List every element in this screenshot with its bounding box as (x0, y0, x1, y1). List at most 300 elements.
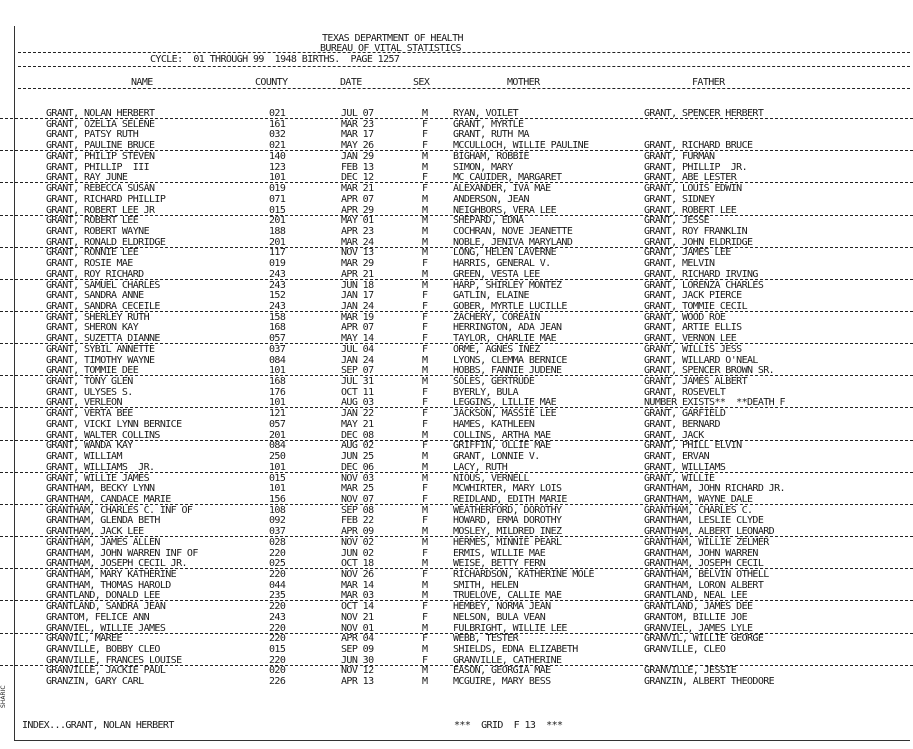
record-father: GRANVIEL, JAMES LYLE (644, 622, 753, 634)
record-date: MAR 23 (341, 118, 374, 130)
record-father: GRANT, ERVAN (644, 451, 710, 462)
record-mother: ALEXANDER, IVA MAE (453, 183, 551, 194)
record-father: GRANT, ROSEVELT (644, 386, 726, 398)
record-date: AUG 03 (341, 397, 374, 409)
column-header-date: DATE (340, 77, 362, 88)
table-row (0, 665, 913, 676)
record-name: GRANT, ROBERT LEE JR (46, 204, 155, 216)
index-footer: INDEX...GRANT, NOLAN HERBERT (22, 720, 174, 731)
record-county: 101 (269, 397, 286, 409)
record-date: APR 09 (341, 526, 374, 538)
record-sex: M (422, 622, 428, 634)
record-date: MAR 25 (341, 483, 374, 495)
record-date: JAN 22 (341, 408, 374, 420)
record-date: JUL 31 (341, 376, 374, 387)
record-sex: M (422, 225, 428, 237)
record-father: GRANTHAM, ALBERT LEONARD (644, 526, 775, 538)
record-name: GRANT, SANDRA CECEILE (46, 301, 160, 312)
table-row (0, 258, 913, 269)
record-sex: M (422, 472, 428, 484)
record-county: 019 (269, 183, 286, 194)
record-sex: M (422, 365, 428, 377)
record-sex: M (422, 376, 428, 387)
record-name: GRANT, SANDRA ANNE (46, 290, 144, 302)
record-sex: F (422, 601, 428, 613)
record-name: GRANTOM, FELICE ANN (46, 611, 149, 623)
record-county: 101 (269, 461, 286, 473)
record-sex: M (422, 644, 428, 655)
record-date: OCT 11 (341, 386, 374, 398)
record-sex: M (422, 204, 428, 216)
record-date: MAR 29 (341, 258, 374, 270)
record-county: 220 (269, 654, 286, 666)
record-date: APR 29 (341, 204, 374, 216)
record-county: 071 (269, 193, 286, 205)
record-sex: M (422, 161, 428, 173)
record-father: GRANTHAM, BELVIN OTHELL (644, 569, 769, 580)
record-mother: SIMON, MARY (453, 161, 513, 173)
table-row (0, 194, 913, 205)
record-name: GRANT, PHILIP STEVEN (46, 150, 155, 162)
page-bottom-border (14, 740, 910, 741)
record-father: GRANTHAM, LESLIE CLYDE (644, 515, 764, 527)
record-mother: TRUELOVE, CALLIE MAE (453, 590, 562, 602)
record-father: GRANT, RICHARD BRUCE (644, 140, 753, 152)
record-father: GRANT, ARTIE ELLIS (644, 322, 742, 334)
table-row (0, 537, 913, 548)
record-county: 092 (269, 515, 286, 527)
record-date: JUN 02 (341, 547, 374, 559)
record-county: 057 (269, 333, 286, 345)
table-row (0, 387, 913, 398)
record-father: GRANTHAM, JOHN WARREN (644, 547, 758, 559)
record-date: MAR 14 (341, 579, 374, 591)
record-county: 021 (269, 108, 286, 119)
record-sex: F (422, 129, 428, 141)
record-sex: M (422, 536, 428, 548)
record-county: 168 (269, 376, 286, 387)
record-name: GRANT, WANDA KAY (46, 440, 133, 452)
record-sex: M (422, 108, 428, 119)
record-name: GRANT, RAY JUNE (46, 172, 128, 184)
record-sex: F (422, 654, 428, 666)
record-county: 101 (269, 365, 286, 377)
record-sex: M (422, 451, 428, 462)
record-sex: F (422, 183, 428, 194)
record-county: 226 (269, 676, 286, 688)
record-father: GRANT, WILLIS JESS (644, 343, 742, 355)
record-name: GRANT, PHILLIP III (46, 161, 149, 173)
margin-stamp: SHARIC (0, 685, 7, 708)
record-father: GRANT, ROY FRANKLIN (644, 225, 747, 237)
table-row (0, 590, 913, 601)
record-date: JUN 30 (341, 654, 374, 666)
record-mother: LYONS, CLEMMA BERNICE (453, 354, 567, 366)
record-sex: F (422, 483, 428, 495)
record-father: GRANTHAM, WILLIE ZELMER (644, 536, 769, 548)
record-county: 220 (269, 622, 286, 634)
table-row (0, 162, 913, 173)
record-county: 032 (269, 129, 286, 141)
record-father: GRANT, MELVIN (644, 258, 715, 270)
record-name: GRANT, VERLEON (46, 397, 122, 409)
department-title: TEXAS DEPARTMENT OF HEALTH (322, 33, 463, 44)
record-county: 201 (269, 215, 286, 227)
cycle-line: CYCLE: 01 THROUGH 99 1948 BIRTHS. PAGE 1257 (150, 54, 400, 65)
record-name: GRANT, ROBERT LEE (46, 215, 139, 227)
record-mother: GRANT, MYRTLE (453, 118, 524, 130)
record-name: GRANVILLE, BOBBY CLEO (46, 644, 160, 655)
column-header-mother: MOTHER (507, 77, 540, 88)
record-date: MAY 26 (341, 140, 374, 152)
record-name: GRANT, WILLIAMS JR. (46, 461, 155, 473)
record-mother: ORME, AGNES INEZ (453, 343, 540, 355)
record-mother: COCHRAN, NOVE JEANETTE (453, 225, 573, 237)
record-mother: HEMBEY, NORMA JEAN (453, 601, 551, 613)
record-sex: F (422, 569, 428, 580)
record-date: SEP 09 (341, 644, 374, 655)
record-mother: WEBB, TESTER (453, 633, 519, 645)
record-date: NOV 12 (341, 665, 374, 677)
record-name: GRANT, WILLIAM (46, 451, 122, 462)
table-row (0, 247, 913, 258)
record-father: GRANT, JAMES LEE (644, 247, 731, 259)
table-row (0, 151, 913, 162)
record-mother: HARRIS, GENERAL V. (453, 258, 551, 270)
record-mother: BIGHAM, ROBBIE (453, 150, 529, 162)
record-mother: MC CAUIDER, MARGARET (453, 172, 562, 184)
column-header-name: NAME (131, 77, 153, 88)
record-county: 101 (269, 172, 286, 184)
record-date: DEC 06 (341, 461, 374, 473)
table-row (0, 108, 913, 119)
record-mother: NOBLE, JENIVA MARYLAND (453, 236, 573, 248)
record-name: GRANT, RICHARD PHILLIP (46, 193, 166, 205)
table-row (0, 301, 913, 312)
record-mother: SOLES, GERTRUDE (453, 376, 535, 387)
record-sex: M (422, 236, 428, 248)
record-name: GRANTHAM, THOMAS HAROLD (46, 579, 171, 591)
table-row (0, 515, 913, 526)
record-father: GRANTHAM, WAYNE DALE (644, 493, 753, 505)
record-father: GRANT, SPENCER HERBERT (644, 108, 764, 119)
table-row (0, 172, 913, 183)
record-date: JUN 18 (341, 279, 374, 291)
record-county: 037 (269, 343, 286, 355)
record-county: 161 (269, 118, 286, 130)
record-father: GRANT, JACK (644, 429, 704, 441)
record-mother: LEGGINS, LILLIE MAE (453, 397, 556, 409)
record-sex: M (422, 526, 428, 538)
record-sex: F (422, 290, 428, 302)
record-name: GRANT, TIMOTHY WAYNE (46, 354, 155, 366)
record-name: GRANTHAM, GLENDA BETH (46, 515, 160, 527)
record-sex: M (422, 558, 428, 570)
record-date: MAY 21 (341, 418, 374, 430)
record-mother: GRANT, LONNIE V. (453, 451, 540, 462)
column-header-county: COUNTY (255, 77, 288, 88)
record-date: SEP 08 (341, 504, 374, 516)
record-mother: ZACHERY, COREAIN (453, 311, 540, 323)
table-row (0, 290, 913, 301)
grid-footer: *** GRID F 13 *** (454, 720, 563, 731)
record-county: 152 (269, 290, 286, 302)
record-date: JUL 07 (341, 108, 374, 119)
record-sex: M (422, 590, 428, 602)
record-county: 140 (269, 150, 286, 162)
record-father: GRANTOM, BILLIE JOE (644, 611, 747, 623)
record-father: GRANT, WILLIAMS (644, 461, 726, 473)
record-sex: F (422, 258, 428, 270)
record-mother: GOBER, MYRTLE LUCILLE (453, 301, 567, 312)
record-father: GRANT, WILLIE (644, 472, 715, 484)
record-name: GRANT, ROSIE MAE (46, 258, 133, 270)
table-row (0, 333, 913, 344)
record-mother: MCWHIRTER, MARY LOIS (453, 483, 562, 495)
record-date: APR 21 (341, 268, 374, 280)
record-sex: M (422, 429, 428, 441)
record-mother: GATLIN, ELAINE (453, 290, 529, 302)
record-father: GRANT, SIDNEY (644, 193, 715, 205)
record-date: MAR 17 (341, 129, 374, 141)
table-row (0, 462, 913, 473)
record-father: GRANVILLE, JESSIE (644, 665, 737, 677)
record-mother: FULBRIGHT, WILLIE LEE (453, 622, 567, 634)
record-name: GRANT, NOLAN HERBERT (46, 108, 155, 119)
record-sex: F (422, 386, 428, 398)
record-county: 220 (269, 601, 286, 613)
record-name: GRANTHAM, CANDACE MARIE (46, 493, 171, 505)
record-name: GRANT, ROY RICHARD (46, 268, 144, 280)
record-sex: F (422, 172, 428, 184)
record-county: 243 (269, 279, 286, 291)
record-date: DEC 12 (341, 172, 374, 184)
record-mother: EASON, GEORGIA MAE (453, 665, 551, 677)
record-name: GRANTHAM, JOHN WARREN INF OF (46, 547, 198, 559)
record-sex: F (422, 301, 428, 312)
table-row (0, 494, 913, 505)
record-county: 176 (269, 386, 286, 398)
record-sex: F (422, 515, 428, 527)
record-father: GRANTHAM, LORON ALBERT (644, 579, 764, 591)
record-mother: BYERLY, BULA (453, 386, 519, 398)
record-sex: F (422, 440, 428, 452)
record-mother: REIDLAND, EDITH MARIE (453, 493, 567, 505)
table-row (0, 430, 913, 441)
record-date: DEC 08 (341, 429, 374, 441)
record-sex: F (422, 118, 428, 130)
record-father: GRANT, TOMMIE CECIL (644, 301, 747, 312)
record-mother: NEIGHBORS, VERA LEE (453, 204, 556, 216)
table-row (0, 129, 913, 140)
record-mother: MOSLEY, MILDRED INEZ (453, 526, 562, 538)
record-date: MAY 14 (341, 333, 374, 345)
record-date: MAR 24 (341, 236, 374, 248)
record-sex: M (422, 676, 428, 688)
record-county: 019 (269, 258, 286, 270)
record-county: 101 (269, 483, 286, 495)
record-sex: M (422, 247, 428, 259)
record-county: 235 (269, 590, 286, 602)
record-name: GRANVIEL, WILLIE JAMES (46, 622, 166, 634)
record-county: 158 (269, 311, 286, 323)
record-name: GRANVIL, MAREE (46, 633, 122, 645)
record-father: GRANT, JESSE (644, 215, 710, 227)
table-row (0, 226, 913, 237)
record-mother: LACY, RUTH (453, 461, 508, 473)
record-mother: ANDERSON, JEAN (453, 193, 529, 205)
record-father: GRANZIN, ALBERT THEODORE (644, 676, 775, 688)
record-county: 123 (269, 161, 286, 173)
record-name: GRANT, SAMUEL CHARLES (46, 279, 160, 291)
record-county: 220 (269, 547, 286, 559)
record-sex: F (422, 322, 428, 334)
table-row (0, 119, 913, 130)
record-mother: HOWARD, ERMA DOROTHY (453, 515, 562, 527)
record-county: 015 (269, 472, 286, 484)
record-sex: F (422, 333, 428, 345)
record-name: GRANT, WALTER COLLINS (46, 429, 160, 441)
table-row (0, 322, 913, 333)
table-row (0, 280, 913, 291)
table-row (0, 601, 913, 612)
record-father: GRANT, JAMES ALBERT (644, 376, 747, 387)
record-county: 250 (269, 451, 286, 462)
table-row (0, 205, 913, 216)
record-name: GRANT, OZELIA SELENE (46, 118, 155, 130)
table-row (0, 548, 913, 559)
record-county: 108 (269, 504, 286, 516)
record-date: NOV 21 (341, 611, 374, 623)
table-row (0, 440, 913, 451)
record-date: APR 23 (341, 225, 374, 237)
record-date: NOV 01 (341, 622, 374, 634)
record-mother: RICHARDSON, KATHERINE MOLE (453, 569, 594, 580)
record-sex: F (422, 611, 428, 623)
record-county: 243 (269, 268, 286, 280)
record-name: GRANT, SYBIL ANNETTE (46, 343, 155, 355)
record-name: GRANT, TOMMIE DEE (46, 365, 139, 377)
record-name: GRANT, VERTA BEE (46, 408, 133, 420)
record-county: 044 (269, 579, 286, 591)
table-row (0, 269, 913, 280)
table-row (0, 408, 913, 419)
record-name: GRANTHAM, JOSEPH CECIL JR. (46, 558, 187, 570)
record-sex: M (422, 461, 428, 473)
column-header-rule (18, 88, 910, 89)
record-father: GRANTHAM, CHARLES C. (644, 504, 753, 516)
record-date: APR 04 (341, 633, 374, 645)
record-date: JAN 24 (341, 301, 374, 312)
column-header-father: FATHER (692, 77, 725, 88)
table-row (0, 344, 913, 355)
record-name: GRANZIN, GARY CARL (46, 676, 144, 688)
record-father: GRANT, BERNARD (644, 418, 720, 430)
record-date: NOV 02 (341, 536, 374, 548)
record-name: GRANT, RONALD ELDRIDGE (46, 236, 166, 248)
record-father: GRANT, WOOD ROE (644, 311, 726, 323)
record-mother: HOBBS, FANNIE JUDENE (453, 365, 562, 377)
record-name: GRANT, WILLIE JAMES (46, 472, 149, 484)
table-row (0, 558, 913, 569)
record-name: GRANTHAM, JAMES ALLEN (46, 536, 160, 548)
table-row (0, 644, 913, 655)
record-county: 037 (269, 526, 286, 538)
record-sex: F (422, 140, 428, 152)
record-date: MAR 19 (341, 311, 374, 323)
record-name: GRANT, RONNIE LEE (46, 247, 139, 259)
record-date: APR 07 (341, 193, 374, 205)
header-rule-top (18, 52, 910, 53)
record-father: GRANT, JOHN ELDRIDGE (644, 236, 753, 248)
record-county: 243 (269, 611, 286, 623)
record-date: OCT 14 (341, 601, 374, 613)
record-county: 028 (269, 536, 286, 548)
record-mother: LONG, HELEN LAVERNE (453, 247, 556, 259)
record-sex: F (422, 547, 428, 559)
record-name: GRANTLAND, DONALD LEE (46, 590, 160, 602)
record-mother: HARP, SHIRLEY MONTEZ (453, 279, 562, 291)
record-county: 220 (269, 569, 286, 580)
table-row (0, 483, 913, 494)
record-father: GRANT, ROBERT LEE (644, 204, 737, 216)
record-date: MAR 21 (341, 183, 374, 194)
record-name: GRANVILLE, FRANCES LOUISE (46, 654, 182, 666)
record-father: GRANVIL, WILLIE GEORGE (644, 633, 764, 645)
table-row (0, 473, 913, 484)
table-row (0, 365, 913, 376)
record-father: GRANT, GARFIELD (644, 408, 726, 420)
table-row (0, 237, 913, 248)
table-row (0, 633, 913, 644)
record-county: 168 (269, 322, 286, 334)
record-father: GRANTHAM, JOHN RICHARD JR. (644, 483, 785, 495)
record-county: 188 (269, 225, 286, 237)
record-father: GRANT, JACK PIERCE (644, 290, 742, 302)
record-father: GRANT, PHILL ELVIN (644, 440, 742, 452)
record-mother: GRANT, RUTH MA (453, 129, 529, 141)
record-name: GRANTHAM, MARY KATHERINE (46, 569, 177, 580)
record-mother: SMITH, HELEN (453, 579, 519, 591)
record-name: GRANTHAM, CHARLES C. INF OF (46, 504, 193, 516)
record-mother: MCCULLOCH, WILLIE PAULINE (453, 140, 589, 152)
record-father: GRANT, SPENCER BROWN SR. (644, 365, 775, 377)
table-row (0, 580, 913, 591)
record-father: NUMBER EXISTS** **DEATH F (644, 397, 785, 409)
record-sex: M (422, 215, 428, 227)
record-father: GRANT, RICHARD IRVING (644, 268, 758, 280)
record-county: 020 (269, 665, 286, 677)
record-name: GRANT, PAULINE BRUCE (46, 140, 155, 152)
record-date: FEB 22 (341, 515, 374, 527)
record-mother: SHIELDS, EDNA ELIZABETH (453, 644, 578, 655)
record-mother: TAYLOR, CHARLIE MAE (453, 333, 556, 345)
table-row (0, 505, 913, 516)
record-date: APR 13 (341, 676, 374, 688)
record-father: GRANTLAND, NEAL LEE (644, 590, 747, 602)
record-name: GRANTHAM, JACK LEE (46, 526, 144, 538)
record-date: JAN 24 (341, 354, 374, 366)
record-mother: GRIFFIN, OLLIE MAE (453, 440, 551, 452)
record-sex: F (422, 418, 428, 430)
record-sex: F (422, 311, 428, 323)
record-mother: HAMES, KATHLEEN (453, 418, 535, 430)
record-county: 156 (269, 493, 286, 505)
record-mother: GREEN, VESTA LEE (453, 268, 540, 280)
record-father: GRANT, ABE LESTER (644, 172, 737, 184)
record-date: MAY 01 (341, 215, 374, 227)
table-row (0, 397, 913, 408)
